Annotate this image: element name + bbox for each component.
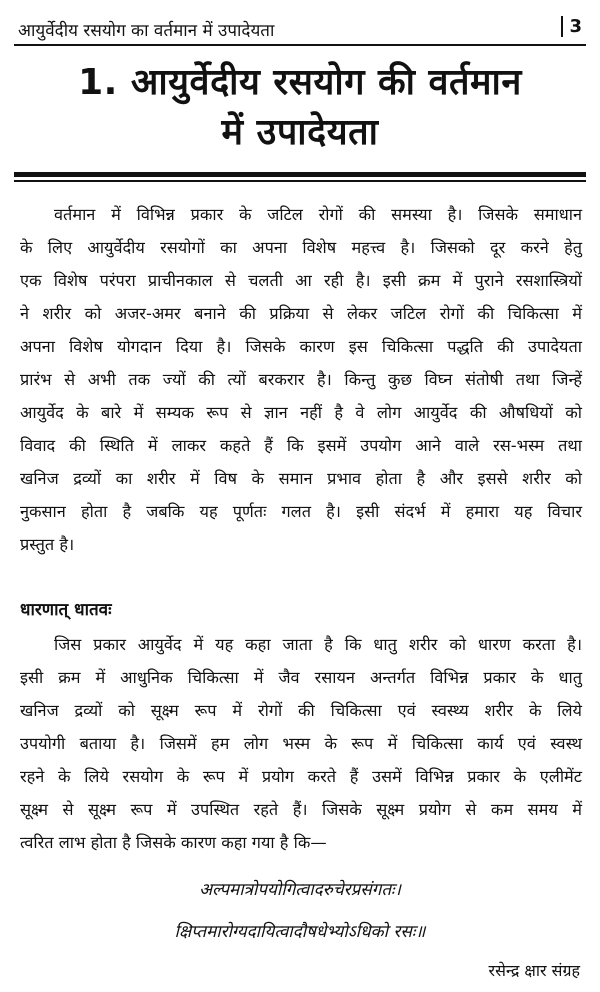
title-rule-thin <box>14 180 586 182</box>
paragraph-line: आयुर्वेद के बारे में सम्यक रूप से ज्ञान नहीं है वे लोग आयुर्वेद की औषधियों को <box>20 403 582 422</box>
running-title: आयुर्वेदीय रसयोग का वर्तमान में उपादेयता <box>18 21 275 41</box>
paragraph-1 <box>20 198 582 561</box>
page-number: 3 <box>561 16 582 37</box>
paragraph-line: ने शरीर को अजर-अमर बनाने की प्रक्रिया से लेकर जटिल रोगों की चिकित्सा में <box>20 304 582 323</box>
chapter-title <box>0 58 600 158</box>
paragraph-line: उपयोगी बताया है। जिसमें हम लोग भस्म के रूप में चिकित्सा कार्य एवं स्वस्थ <box>20 734 582 753</box>
paragraph-2 <box>20 628 582 859</box>
verse-line-1: अल्पमात्रोपयोगित्वादरुचेरप्रसंगतः। <box>199 880 401 900</box>
title-rule-thick <box>14 172 586 177</box>
paragraph-line: खनिज द्रव्यों को सूक्ष्म रूप में रोगों की चिकित्सा एवं स्वस्थ्य शरीर के लिये <box>20 701 582 720</box>
paragraph-line: एक विशेष परंपरा प्राचीनकाल से चलती आ रही है। इसी क्रम में पुराने रसशास्त्रियों <box>20 271 582 290</box>
paragraph-line: प्रस्तुत है। <box>20 535 75 554</box>
paragraph-line: इसी क्रम में आधुनिक चिकित्सा में जैव रसायन अन्तर्गत विभिन्न प्रकार के धातु <box>20 668 582 687</box>
paragraph-line: के लिए आयुर्वेदीय रसयोगों का अपना विशेष महत्त्व है। जिसको दूर करने हेतु <box>20 238 582 257</box>
running-header <box>14 14 586 46</box>
verse-source: रसेन्द्र क्षार संग्रह <box>488 961 580 980</box>
paragraph-line: रहने के लिये रसयोग के रूप में प्रयोग करते हैं उसमें विभिन्न प्रकार के एलीमेंट <box>20 767 582 786</box>
paragraph-line: खनिज द्रव्यों का शरीर में विष के समान प्रभाव होता है और इससे शरीर को <box>20 469 582 488</box>
paragraph-line: अपना विशेष योगदान दिया है। जिसके कारण इस चिकित्सा पद्धति की उपादेयता <box>20 337 582 356</box>
paragraph-line: वर्तमान में विभिन्न प्रकार के जटिल रोगों की समस्या है। जिसके समाधान <box>54 205 582 224</box>
chapter-title-line-1: 1. आयुर्वेदीय रसयोग की वर्तमान <box>78 62 522 103</box>
section-heading: धारणात् धातवः <box>20 600 112 620</box>
paragraph-line: नुकसान होता है जबकि यह पूर्णतः गलत है। इसी संदर्भ में हमारा यह विचार <box>20 502 582 521</box>
paragraph-line: प्रारंभ से अभी तक ज्यों की त्यों बरकरार है। किन्तु कुछ विघ्न संतोषी तथा जिन्हें <box>20 370 582 389</box>
paragraph-line: जिस प्रकार आयुर्वेद में यह कहा जाता है कि धातु शरीर को धारण करता है। <box>54 635 582 654</box>
verse-line-2: क्षिप्तमारोग्यदायित्वादौषधेभ्योऽधिको रसः॥ <box>174 922 426 942</box>
paragraph-line: सूक्ष्म से सूक्ष्म रूप में उपस्थित रहते हैं। जिसके सूक्ष्म प्रयोग से कम समय में <box>20 800 582 819</box>
paragraph-line: त्वरित लाभ होता है जिसके कारण कहा गया है कि— <box>20 833 327 852</box>
chapter-title-line-2: में उपादेयता <box>221 112 379 153</box>
paragraph-line: विवाद की स्थिति में लाकर कहते हैं कि इसमें उपयोग आने वाले रस-भस्म तथा <box>20 436 582 455</box>
